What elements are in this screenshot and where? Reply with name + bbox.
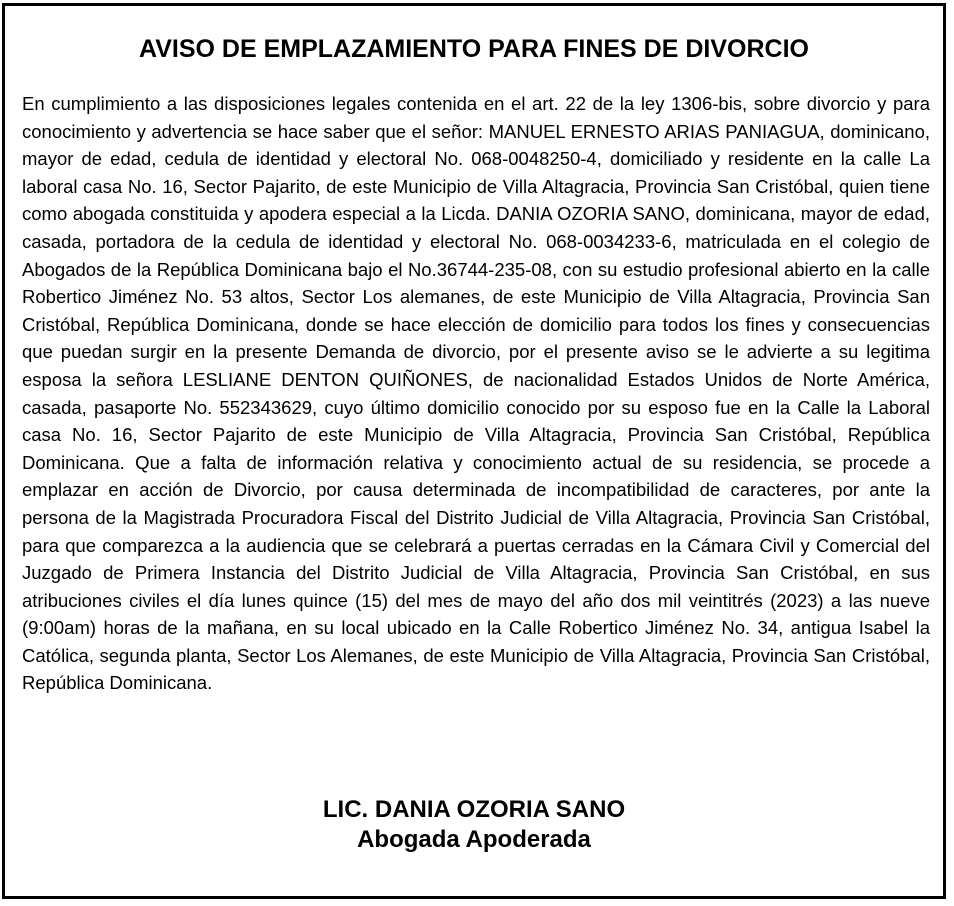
signature-block (5, 795, 943, 855)
notice-body: En cumplimiento a las disposiciones legales contenida en el art. 22 de la ley 1306-bis, sobre divorcio y para conocimiento y advertencia se hace saber que el señor: MANUEL ERNESTO ARIAS PANIAGUA, dominicano, mayor de edad, cedula de identidad y electoral No. 068-0048250-4, domiciliado y residente en la calle La laboral casa No. 16, Sector Pajarito, de este Municipio de Villa Altagracia, Provincia San Cristóbal, quien tiene como abogada constituida y apodera especial a la Licda. DANIA OZORIA SANO, dominicana, mayor de edad, casada, portadora de la cedula de identidad y electoral No. 068-0034233-6, matriculada en el colegio de Abogados de la República Dominicana bajo el No.36744-235-08, con su estudio profesional abierto en la calle Robertico Jiménez No. 53 altos, Sector Los alemanes, de este Municipio de Villa Altagracia, Provincia San Cristóbal, República Dominicana, donde se hace elección de domicilio para todos los fines y consecuencias que puedan surgir en la presente Demanda de divorcio, por el presente aviso se le advierte a su legitima esposa la señora LESLIANE DENTON QUIÑONES, de nacionalidad Estados Unidos de Norte América, casada, pasaporte No. 552343629, cuyo último domicilio conocido por su esposo fue en la Calle la Laboral casa No. 16, Sector Pajarito de este Municipio de Villa Altagracia, Provincia San Cristóbal, República Dominicana. Que a falta de información relativa y conocimiento actual de su residencia, se procede a emplazar en acción de Divorcio, por causa determinada de incompatibilidad de caracteres, por ante la persona de la Magistrada Procuradora Fiscal del Distrito Judicial de Villa Altagracia, Provincia San Cristóbal, para que comparezca a la audiencia que se celebrará a puertas cerradas en la Cámara Civil y Comercial del Juzgado de Primera Instancia del Distrito Judicial de Villa Altagracia, Provincia San Cristóbal, en sus atribuciones civiles el día lunes quince (15) del mes de mayo del año dos mil veintitrés (2023) a las nueve (9:00am) horas de la mañana, en su local ubicado en la Calle Robertico Jiménez No. 34, antigua Isabel la Católica, segunda planta, Sector Los Alemanes, de este Municipio de Villa Altagracia, Provincia San Cristóbal, República Dominicana. (22, 93, 930, 694)
signer-name: LIC. DANIA OZORIA SANO (322, 796, 626, 823)
signer-role: Abogada Apoderada (357, 826, 591, 853)
notice-title: AVISO DE EMPLAZAMIENTO PARA FINES DE DIVORCIO (139, 35, 809, 63)
legal-notice (2, 3, 946, 899)
